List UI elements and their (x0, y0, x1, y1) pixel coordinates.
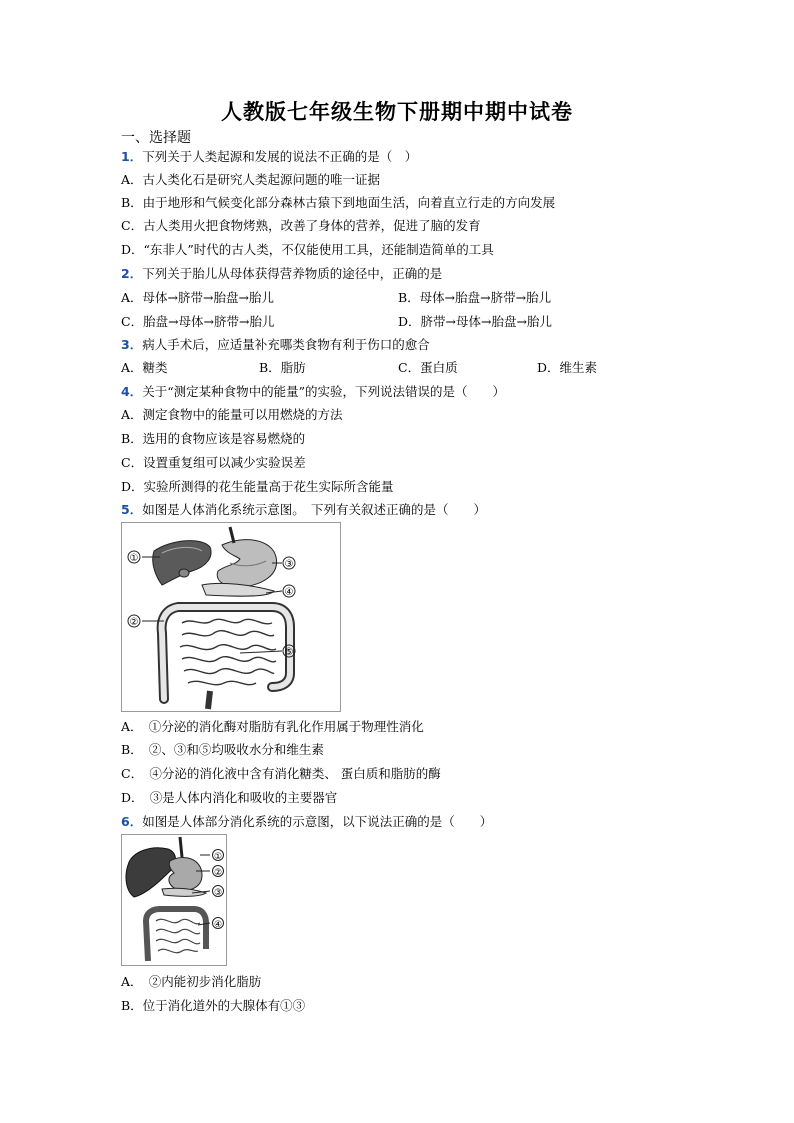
figure-2-label-1: ① (213, 852, 223, 862)
question-number: 4． (121, 384, 143, 399)
question-text: 如图是人体消化系统示意图。 下列有关叙述正确的是（ ） (142, 502, 486, 517)
q6-option-a: A． ②内能初步消化脂肪 (121, 974, 262, 989)
q2-option-a: A．母体→脐带→胎盘→胎儿 (121, 290, 274, 305)
figure-2-label-4: ④ (213, 920, 223, 930)
section-heading: 一、选择题 (121, 130, 191, 146)
q4-option-d: D．实验所测得的花生能量高于花生实际所含能量 (121, 479, 394, 494)
q4-option-c: C．设置重复组可以减少实验误差 (121, 455, 306, 470)
figure-1-label-1: ① (129, 553, 139, 564)
figure-2-label-3: ③ (213, 888, 223, 898)
question-text: 关于“测定某种食物中的能量”的实验，下列说法错误的是（ ） (142, 384, 505, 399)
question-number: 6． (121, 814, 143, 829)
q5-option-a: A． ①分泌的消化酶对脂肪有乳化作用属于物理性消化 (121, 719, 424, 734)
q3-option-b: B．脂肪 (259, 360, 306, 375)
question-text: 病人手术后，应适量补充哪类食物有利于伤口的愈合 (142, 337, 430, 352)
q5-option-d: D． ③是人体内消化和吸收的主要器官 (121, 790, 338, 805)
q5-option-b: B． ②、③和⑤均吸收水分和维生素 (121, 742, 324, 757)
figure-1-label-4: ④ (284, 587, 294, 598)
q3-option-a: A．糖类 (121, 360, 168, 375)
digestive-system-figure-1 (121, 522, 341, 712)
page-title: 人教版七年级生物下册期中期中试卷 (221, 100, 573, 124)
figure-1-label-5: ⑤ (284, 647, 294, 658)
question-4-stem (121, 384, 505, 400)
question-text: 下列关于人类起源和发展的说法不正确的是（ ） (142, 149, 418, 164)
question-5-stem (121, 502, 486, 518)
question-text: 下列关于胎儿从母体获得营养物质的途径中，正确的是 (142, 266, 443, 281)
q2-option-c: C．胎盘→母体→脐带→胎儿 (121, 314, 275, 329)
q2-option-d: D．脐带→母体→胎盘→胎儿 (398, 314, 552, 329)
q2-option-b: B．母体→胎盘→脐带→胎儿 (398, 290, 552, 305)
q3-option-d: D．维生素 (537, 360, 598, 375)
figure-1-label-3: ③ (284, 559, 294, 570)
question-6-stem (121, 814, 492, 830)
question-2-stem (121, 266, 442, 282)
q1-option-b: B．由于地形和气候变化部分森林古猿下到地面生活，向着直立行走的方向发展 (121, 195, 556, 210)
digestive-system-figure-2 (121, 834, 227, 966)
q4-option-b: B．选用的食物应该是容易燃烧的 (121, 431, 306, 446)
question-number: 1． (121, 149, 143, 164)
question-text: 如图是人体部分消化系统的示意图，以下说法正确的是（ ） (142, 814, 493, 829)
figure-1-label-2: ② (129, 617, 139, 628)
q4-option-a: A．测定食物中的能量可以用燃烧的方法 (121, 407, 343, 422)
q3-option-c: C．蛋白质 (398, 360, 458, 375)
q1-option-a: A．古人类化石是研究人类起源问题的唯一证据 (121, 172, 381, 187)
q6-option-b: B．位于消化道外的大腺体有①③ (121, 998, 306, 1013)
question-1-stem (121, 149, 417, 165)
q5-option-c: C． ④分泌的消化液中含有消化糖类、 蛋白质和脂肪的酶 (121, 766, 441, 781)
question-number: 2． (121, 266, 143, 281)
question-number: 3． (121, 337, 143, 352)
question-3-stem (121, 337, 430, 353)
q1-option-c: C．古人类用火把食物烤熟，改善了身体的营养，促进了脑的发育 (121, 218, 481, 233)
figure-2-label-2: ② (213, 868, 223, 878)
question-number: 5． (121, 502, 143, 517)
q1-option-d: D．“东非人”时代的古人类，不仅能使用工具，还能制造简单的工具 (121, 242, 494, 257)
